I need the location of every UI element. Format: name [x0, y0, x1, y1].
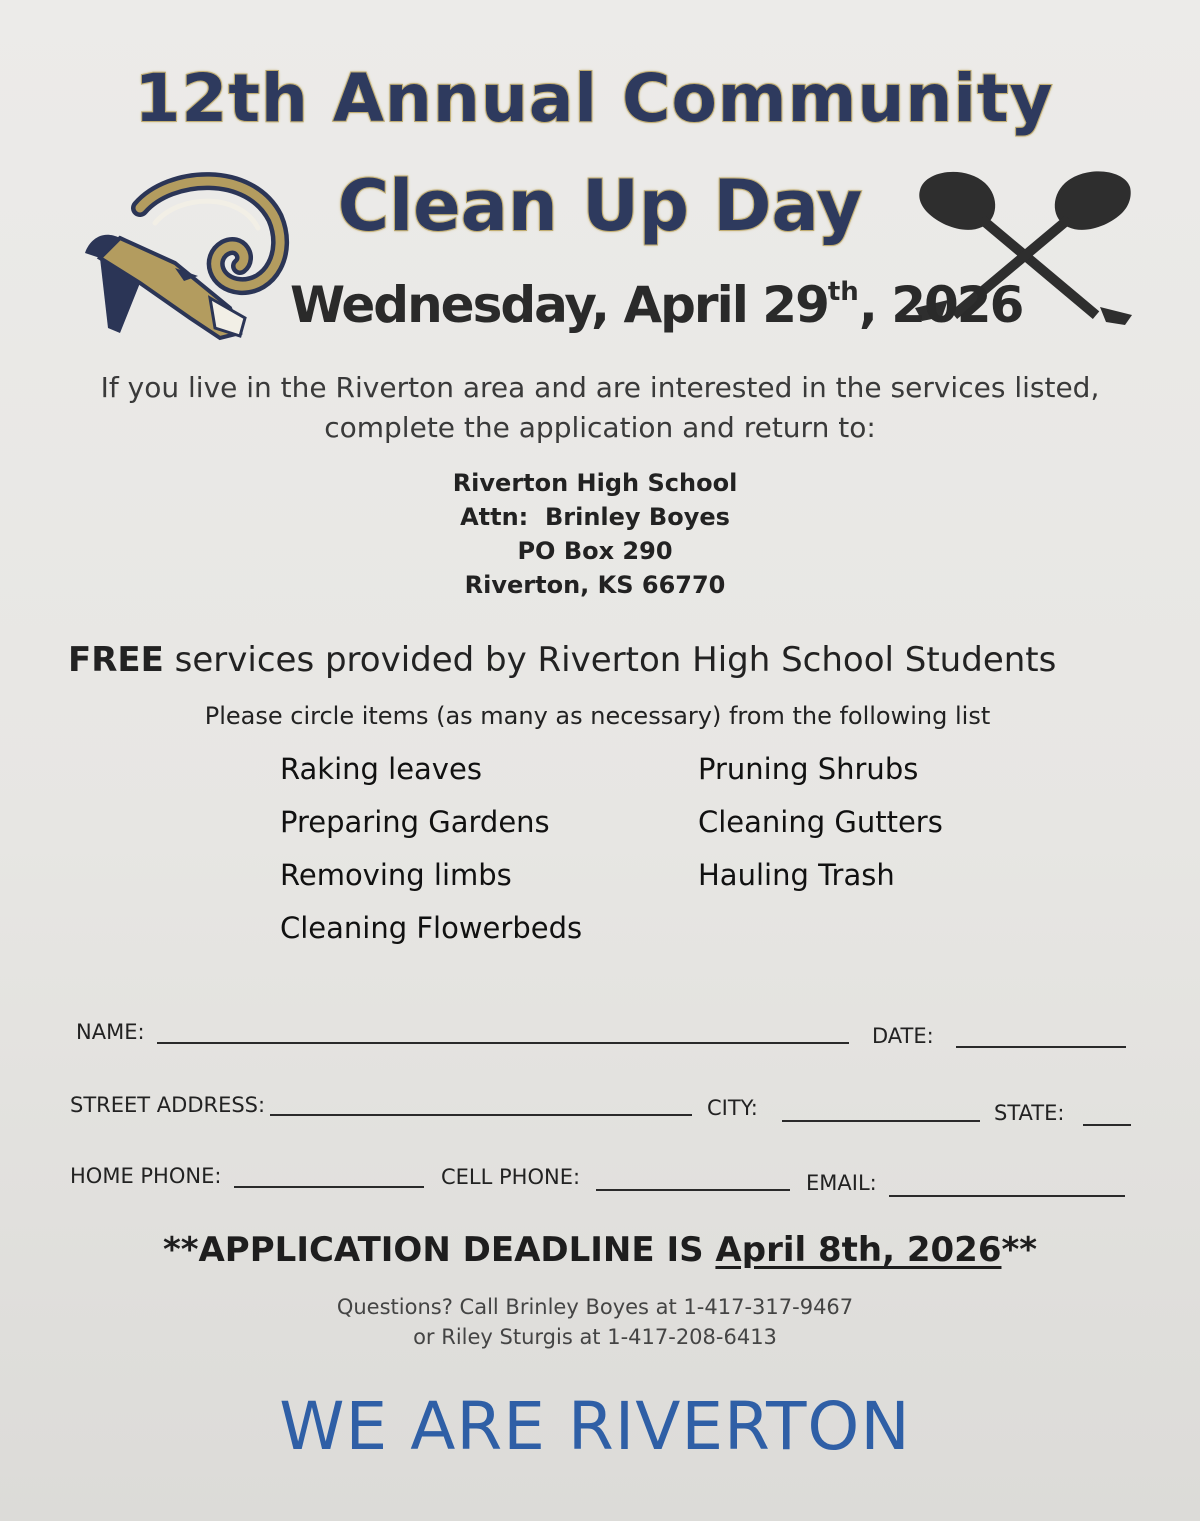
intro-text — [60, 368, 1140, 448]
home-phone-label: HOME PHONE: — [70, 1164, 222, 1188]
free-word: FREE — [68, 640, 164, 680]
slogan: WE ARE RIVERTON — [279, 1388, 911, 1465]
event-date-ordinal: th — [827, 277, 859, 307]
date-label: DATE: — [872, 1024, 934, 1048]
title-line-2: Clean Up Day — [337, 165, 863, 247]
intro-line-1: If you live in the Riverton area and are interested in the services listed, — [100, 371, 1100, 404]
name-field[interactable] — [157, 1042, 849, 1044]
email-field[interactable] — [889, 1195, 1125, 1197]
home-phone-field[interactable] — [234, 1186, 424, 1188]
services-heading — [68, 640, 1148, 680]
title-line-1: 12th Annual Community — [134, 60, 1054, 137]
event-date — [290, 276, 1023, 334]
service-item[interactable]: Hauling Trash — [698, 858, 895, 892]
ram-mascot-icon — [80, 168, 290, 343]
deadline-prefix: **APPLICATION DEADLINE IS — [162, 1230, 716, 1270]
address-line-2: Attn: Brinley Boyes — [460, 503, 730, 531]
address-line-3: PO Box 290 — [517, 537, 673, 565]
mailing-address — [0, 466, 1190, 602]
service-item[interactable]: Removing limbs — [280, 858, 512, 892]
name-label: NAME: — [76, 1020, 145, 1044]
service-item[interactable]: Pruning Shrubs — [698, 752, 919, 786]
service-item[interactable]: Cleaning Flowerbeds — [280, 911, 583, 945]
questions-line-2: or Riley Sturgis at 1-417-208-6413 — [413, 1325, 777, 1349]
services-heading-rest: services provided by Riverton High School Students — [163, 640, 1057, 680]
cell-phone-label: CELL PHONE: — [441, 1165, 581, 1189]
cell-phone-field[interactable] — [596, 1189, 790, 1191]
service-item[interactable]: Preparing Gardens — [280, 805, 550, 839]
street-address-label: STREET ADDRESS: — [70, 1093, 266, 1117]
service-item[interactable]: Cleaning Gutters — [698, 805, 943, 839]
services-instruction: Please circle items (as many as necessary) from the following list — [204, 702, 991, 730]
city-field[interactable] — [782, 1120, 980, 1122]
application-deadline — [0, 1230, 1200, 1270]
address-line-4: Riverton, KS 66770 — [464, 571, 726, 599]
state-label: STATE: — [994, 1101, 1065, 1125]
city-label: CITY: — [707, 1096, 758, 1120]
event-date-main: Wednesday, April 29 — [290, 276, 828, 334]
service-item[interactable]: Raking leaves — [280, 752, 482, 786]
event-date-year: , 2026 — [858, 276, 1023, 334]
state-field[interactable] — [1083, 1124, 1131, 1126]
email-label: EMAIL: — [806, 1171, 877, 1195]
deadline-date: April 8th, 2026 — [715, 1230, 1002, 1270]
date-field[interactable] — [956, 1046, 1126, 1048]
intro-line-2: complete the application and return to: — [324, 411, 876, 444]
address-line-1: Riverton High School — [452, 469, 738, 497]
street-address-field[interactable] — [270, 1114, 692, 1116]
deadline-suffix: ** — [1001, 1230, 1038, 1270]
questions-contact — [0, 1292, 1190, 1352]
questions-line-1: Questions? Call Brinley Boyes at 1-417-317-9467 — [336, 1295, 854, 1319]
